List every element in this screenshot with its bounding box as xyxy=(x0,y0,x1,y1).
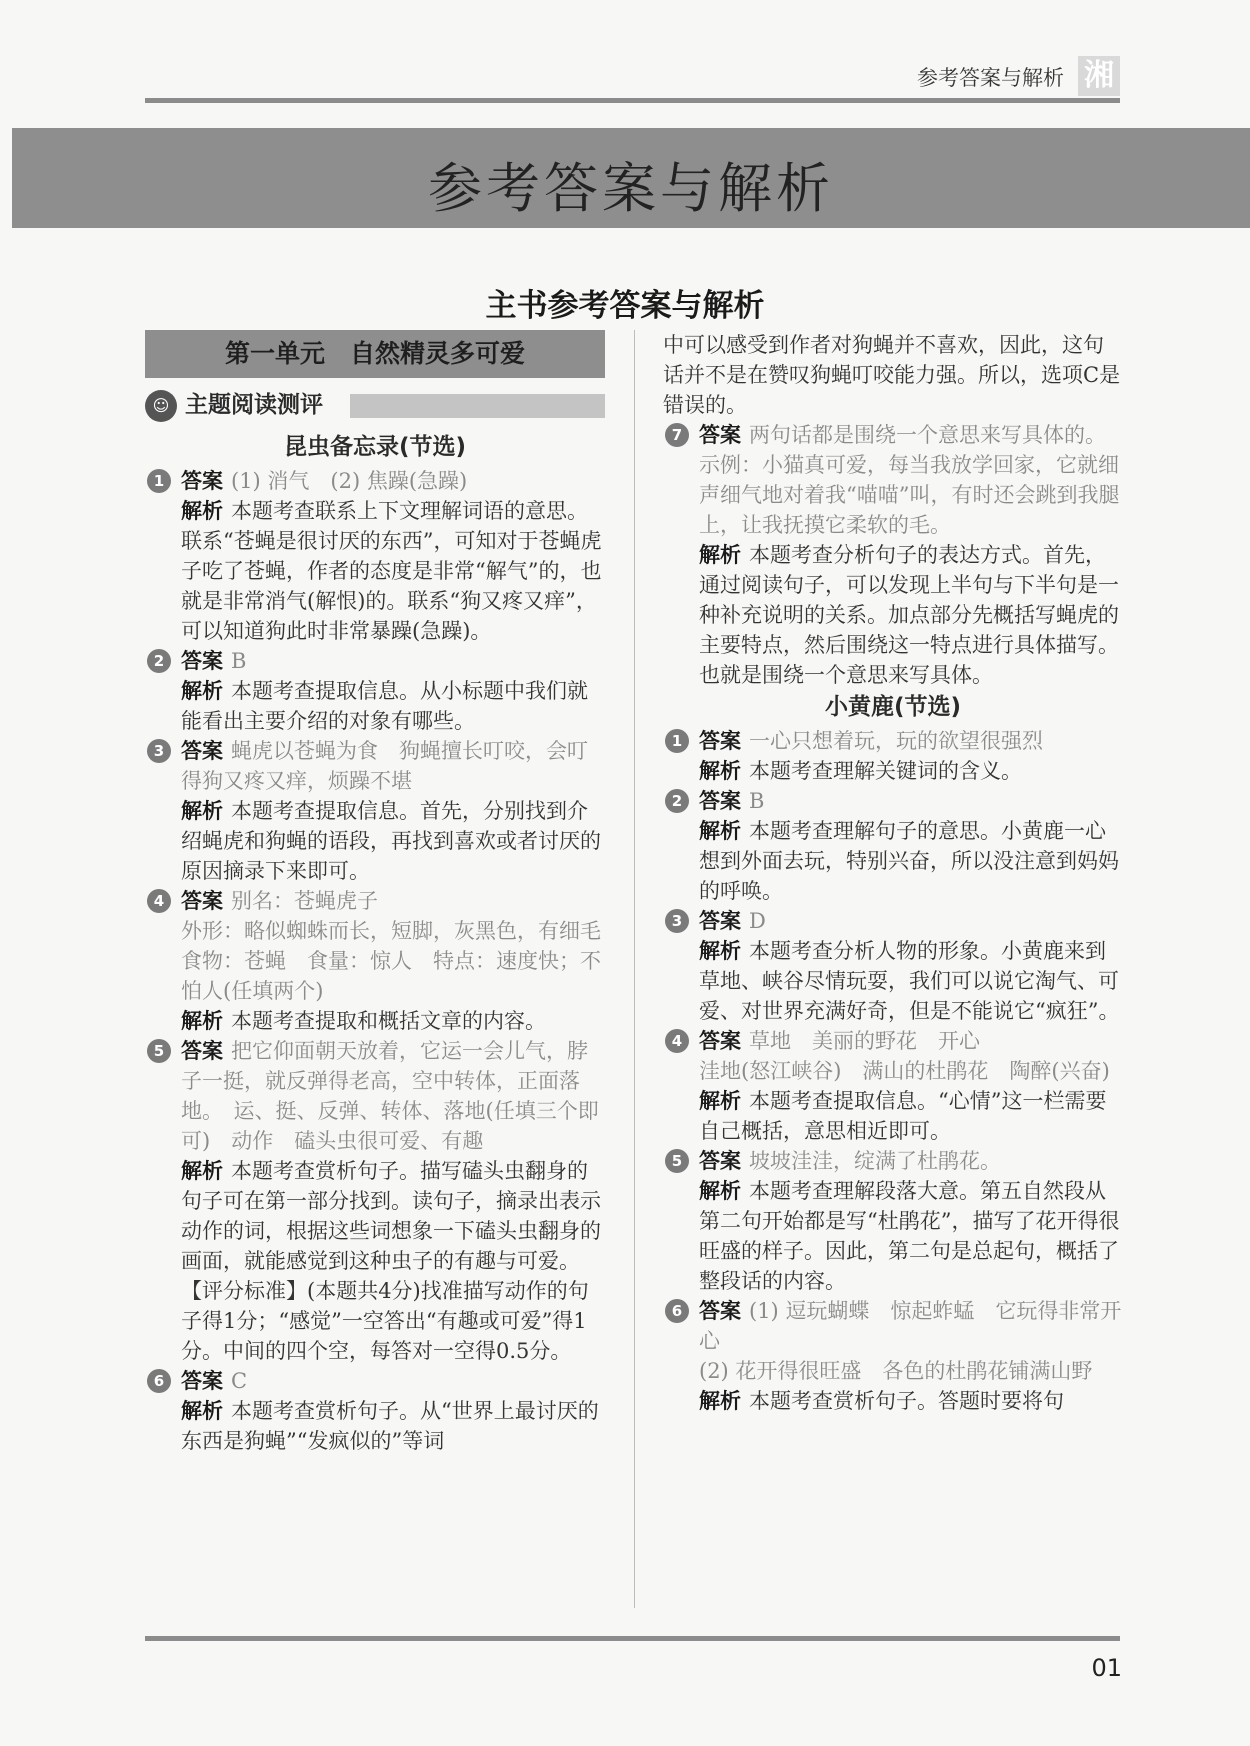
analysis-text: 本题考查提取信息。“心情”这一栏需要自己概括，意思相近即可。 xyxy=(699,1089,1107,1143)
question-number: 6 xyxy=(665,1299,689,1323)
question-number: 7 xyxy=(665,423,689,447)
analysis-label: 解析 xyxy=(699,939,741,963)
analysis-label: 解析 xyxy=(699,1179,741,1203)
analysis-label: 解析 xyxy=(699,543,741,567)
answer-text: D xyxy=(749,909,766,933)
answer-line xyxy=(699,1086,1123,1146)
analysis-label: 解析 xyxy=(699,1389,741,1413)
left-questions xyxy=(145,466,605,1456)
answer-text: 别名：苍蝇虎子 xyxy=(231,889,378,913)
analysis-label: 解析 xyxy=(699,819,741,843)
title-banner xyxy=(12,128,1250,228)
answer-text: B xyxy=(749,789,765,813)
answer-label: 答案 xyxy=(699,909,741,933)
question-number: 4 xyxy=(147,889,171,913)
answer-label: 答案 xyxy=(699,1029,741,1053)
header-rule xyxy=(145,98,1120,103)
analysis-text: 本题考查提取信息。从小标题中我们就能看出主要介绍的对象有哪些。 xyxy=(181,679,588,733)
analysis-label: 解析 xyxy=(181,1009,223,1033)
answer-line xyxy=(699,936,1123,1026)
answer-line xyxy=(181,496,605,646)
column-divider xyxy=(634,330,635,1608)
answer-label: 答案 xyxy=(181,1369,223,1393)
answer-line xyxy=(181,736,605,796)
answer-label: 答案 xyxy=(181,1039,223,1063)
answer-text: B xyxy=(231,649,247,673)
question-7 xyxy=(663,420,1123,690)
answer-line xyxy=(181,1366,605,1396)
answer-line xyxy=(699,1296,1123,1356)
question-item xyxy=(663,906,1123,1026)
answer-line xyxy=(699,816,1123,906)
answer-line xyxy=(699,1176,1123,1296)
answer-text: 示例：小猫真可爱，每当我放学回家，它就细声细气地对着我“喵喵”叫，有时还会跳到我腿上，让我抚摸它柔软的毛。 xyxy=(699,453,1120,537)
unit-title: 第一单元 自然精灵多可爱 xyxy=(145,330,605,378)
answer-text: (1) 消气 (2) 焦躁(急躁) xyxy=(231,469,468,493)
analysis-text: 本题考查分析句子的表达方式。首先，通过阅读句子，可以发现上半句与下半句是一种补充说明的关系。加点部分先概括写蝇虎的主要特点，然后围绕这一特点进行具体描写。也就是围绕一个意思来写具体。 xyxy=(699,543,1119,687)
answer-line xyxy=(699,906,1123,936)
answer-label: 答案 xyxy=(181,469,223,493)
analysis-text: 本题考查赏析句子。答题时要将句 xyxy=(749,1389,1064,1413)
analysis-text: 本题考查理解关键词的含义。 xyxy=(749,759,1022,783)
question-item xyxy=(145,1366,605,1456)
answer-label: 答案 xyxy=(181,739,223,763)
answer-text: 外形：略似蜘蛛而长，短脚，灰黑色，有细毛 xyxy=(181,919,601,943)
answer-text: 蝇虎以苍蝇为食 狗蝇擅长叮咬，会叮得狗又疼又痒，烦躁不堪 xyxy=(181,739,588,793)
analysis-text: 本题考查理解段落大意。第五自然段从第二句开始都是写“杜鹃花”，描写了花开得很旺盛的样子。因此，第二句是总起句，概括了整段话的内容。 xyxy=(699,1179,1120,1293)
question-item xyxy=(663,1026,1123,1146)
answer-line xyxy=(181,886,605,916)
question-item xyxy=(663,786,1123,906)
answer-line xyxy=(181,466,605,496)
question-number: 3 xyxy=(147,739,171,763)
analysis-text: 本题考查提取信息。首先，分别找到介绍蝇虎和狗蝇的语段，再找到喜欢或者讨厌的原因摘录下来即可。 xyxy=(181,799,601,883)
answer-line xyxy=(699,1146,1123,1176)
left-column xyxy=(145,330,605,1456)
continuation-text: 中可以感受到作者对狗蝇并不喜欢，因此，这句话并不是在赞叹狗蝇叮咬能力强。所以，选项C是错误的。 xyxy=(663,333,1121,417)
question-item xyxy=(145,886,605,1036)
question-item xyxy=(663,420,1123,690)
answer-text: 两句话都是围绕一个意思来写具体的。 xyxy=(749,423,1106,447)
question-number: 5 xyxy=(665,1149,689,1173)
theme-bar xyxy=(350,394,605,418)
answer-label: 答案 xyxy=(699,1149,741,1173)
answer-label: 答案 xyxy=(181,889,223,913)
answer-line xyxy=(181,676,605,736)
answer-line xyxy=(181,646,605,676)
answer-line xyxy=(699,756,1123,786)
passage-title-2: 小黄鹿(节选) xyxy=(824,694,962,720)
footer-rule xyxy=(145,1636,1120,1641)
analysis-label: 解析 xyxy=(181,679,223,703)
answer-text: (1) 逗玩蝴蝶 惊起蚱蜢 它玩得非常开心 xyxy=(699,1299,1122,1353)
question-item xyxy=(663,1146,1123,1296)
analysis-label: 解析 xyxy=(699,759,741,783)
answer-text: 一心只想着玩，玩的欲望很强烈 xyxy=(749,729,1043,753)
banner-title: 参考答案与解析 xyxy=(428,157,834,220)
question-number: 2 xyxy=(147,649,171,673)
question-number: 4 xyxy=(665,1029,689,1053)
analysis-label: 解析 xyxy=(181,499,223,523)
analysis-label: 解析 xyxy=(181,1399,223,1423)
answer-text: C xyxy=(231,1369,248,1393)
analysis-text: 本题考查赏析句子。描写磕头虫翻身的句子可在第一部分找到。读句子，摘录出表示动作的词，根据这些词想象一下磕头虫翻身的画面，就能感觉到这种虫子的有趣与可爱。 xyxy=(181,1159,601,1273)
question-number: 5 xyxy=(147,1039,171,1063)
answer-line xyxy=(699,420,1123,450)
analysis-label: 解析 xyxy=(181,1159,223,1183)
question-item xyxy=(663,1296,1123,1416)
answer-label: 答案 xyxy=(699,729,741,753)
answer-label: 答案 xyxy=(699,423,741,447)
answer-line xyxy=(699,786,1123,816)
analysis-text: 本题考查联系上下文理解词语的意思。联系“苍蝇是很讨厌的东西”，可知对于苍蝇虎子吃了苍蝇，作者的态度是非常“解气”的，也就是非常消气(解恨)的。联系“狗又疼又痒”，可以知道狗此时非常暴躁(急躁)。 xyxy=(181,499,602,643)
answer-text: 食物：苍蝇 食量：惊人 特点：速度快；不怕人(任填两个) xyxy=(181,949,601,1003)
page-number: 01 xyxy=(1091,1654,1122,1682)
answer-line xyxy=(181,796,605,886)
question-number: 3 xyxy=(665,909,689,933)
question-item xyxy=(145,646,605,736)
answer-label: 答案 xyxy=(699,789,741,813)
analysis-text: 【评分标准】(本题共4分)找准描写动作的句子得1分；“感觉”一空答出“有趣或可爱”得1分。中间的四个空，每答对一空得0.5分。 xyxy=(181,1279,589,1363)
question-number: 6 xyxy=(147,1369,171,1393)
answer-text: (2) 花开得很旺盛 各色的杜鹃花铺满山野 xyxy=(699,1359,1093,1383)
reader-icon: ☺ xyxy=(145,390,177,422)
analysis-text: 本题考查提取和概括文章的内容。 xyxy=(231,1009,546,1033)
question-item xyxy=(145,466,605,646)
answer-text: 坡坡洼洼，绽满了杜鹃花。 xyxy=(749,1149,1001,1173)
answer-line xyxy=(699,1056,1123,1086)
answer-line xyxy=(181,916,605,946)
answer-line xyxy=(181,1036,605,1156)
answer-line xyxy=(699,540,1123,690)
right-questions xyxy=(663,726,1123,1416)
analysis-label: 解析 xyxy=(181,799,223,823)
answer-line xyxy=(181,1006,605,1036)
analysis-text: 本题考查赏析句子。从“世界上最讨厌的东西是狗蝇”“发疯似的”等词 xyxy=(181,1399,599,1453)
answer-line xyxy=(699,1356,1123,1386)
answer-line xyxy=(699,1026,1123,1056)
answer-line xyxy=(699,450,1123,540)
answer-line xyxy=(699,1386,1123,1416)
question-item xyxy=(145,1036,605,1366)
theme-title: 主题阅读测评 xyxy=(185,392,323,418)
answer-text: 把它仰面朝天放着，它运一会儿气，脖子一挺，就反弹得老高，空中转体，正面落地。 运、挺、反弹、转体、落地(任填三个即可) 动作 磕头虫很可爱、有趣 xyxy=(181,1039,599,1153)
question-number: 1 xyxy=(665,729,689,753)
right-column xyxy=(663,330,1123,1416)
section-subtitle: 主书参考答案与解析 xyxy=(485,288,765,324)
passage-title: 昆虫备忘录(节选) xyxy=(283,434,467,460)
answer-label: 答案 xyxy=(181,649,223,673)
question-number: 2 xyxy=(665,789,689,813)
answer-text: 草地 美丽的野花 开心 xyxy=(749,1029,980,1053)
question-item xyxy=(663,726,1123,786)
page-header xyxy=(145,52,1120,102)
analysis-label: 解析 xyxy=(699,1089,741,1113)
analysis-text: 本题考查分析人物的形象。小黄鹿来到草地、峡谷尽情玩耍，我们可以说它淘气、可爱、对世界充满好奇，但是不能说它“疯狂”。 xyxy=(699,939,1120,1023)
question-item xyxy=(145,736,605,886)
answer-line xyxy=(181,1276,605,1366)
answer-line xyxy=(181,946,605,1006)
answer-text: 洼地(怒江峡谷) 满山的杜鹃花 陶醉(兴奋) xyxy=(699,1059,1110,1083)
answer-line xyxy=(181,1396,605,1456)
header-text: 参考答案与解析 xyxy=(917,66,1064,90)
theme-heading xyxy=(145,388,605,424)
question-number: 1 xyxy=(147,469,171,493)
answer-label: 答案 xyxy=(699,1299,741,1323)
region-badge: 湘 xyxy=(1078,56,1120,96)
analysis-text: 本题考查理解句子的意思。小黄鹿一心想到外面去玩，特别兴奋，所以没注意到妈妈的呼唤。 xyxy=(699,819,1119,903)
answer-line xyxy=(699,726,1123,756)
answer-line xyxy=(181,1156,605,1276)
